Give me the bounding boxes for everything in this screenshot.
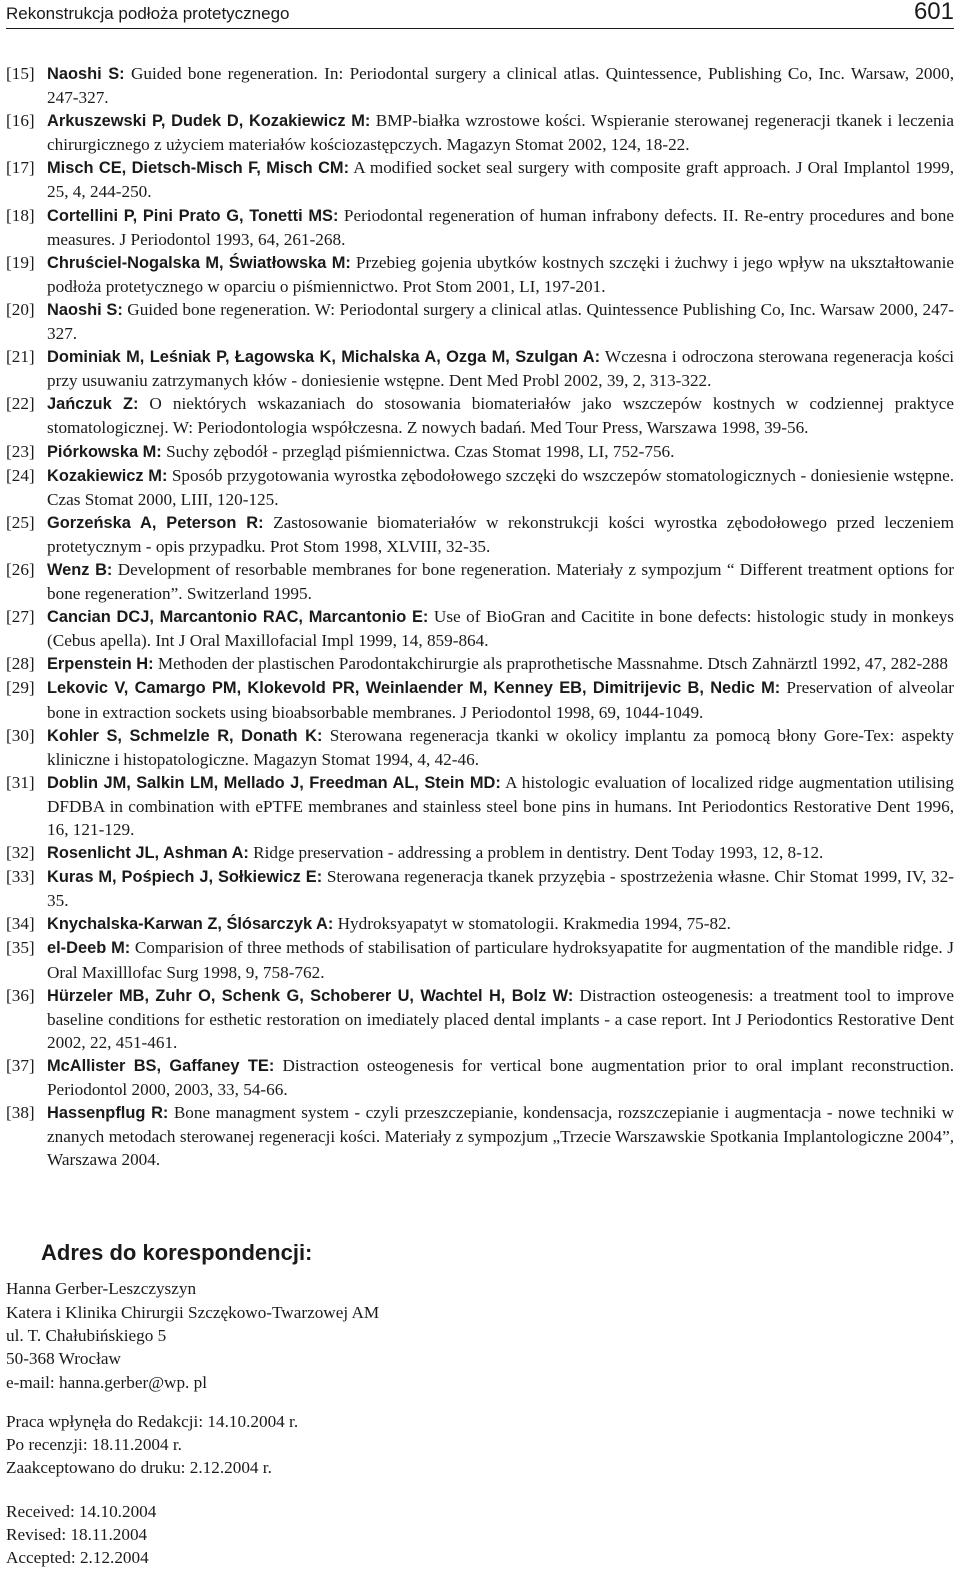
reference-number: [19] <box>6 252 35 272</box>
reference-authors: Misch CE, Dietsch-Misch F, Misch CM: <box>47 159 350 178</box>
reference-text: Przebieg gojenia ubytków kostnych szczęki i żuchwy i jego wpływ na ukształtowanie podłoża protetycznego w oparciu o piśmiennictwo. Prot Stom 2001, LI, 197-201. <box>47 252 954 296</box>
reference-item <box>6 605 954 652</box>
reference-item <box>6 204 954 251</box>
date-revised-en: Revised: 18.11.2004 <box>6 1525 148 1545</box>
reference-number: [24] <box>6 465 35 485</box>
reference-body <box>47 392 954 439</box>
reference-number: [23] <box>6 441 35 461</box>
reference-number: [35] <box>6 938 35 958</box>
reference-item <box>6 724 954 771</box>
reference-text: O niektórych wskazaniach do stosowania biomateriałów jako wszczepów kostnych w codziennej praktyce stomatologicznej. W: Periodontologia współczesna. Z nowych badań. Med Tour Press, Warszawa 1998, 39-56. <box>47 394 954 438</box>
reference-text: Distraction osteogenesis for vertical bone augmentation prior to oral implant reconstruction. Periodontol 2000, 2003, 33, 54-66. <box>47 1055 954 1100</box>
reference-item <box>6 511 954 558</box>
reference-item <box>6 392 954 439</box>
reference-body <box>47 676 954 723</box>
reference-text: Periodontal regeneration of human infrabony defects. II. Re-entry procedures and bone measures. J Periodontol 1993, 64, 261-268. <box>47 205 954 249</box>
reference-item <box>6 841 954 865</box>
reference-authors: Arkuszewski P, Dudek D, Kozakiewicz M: <box>47 112 371 131</box>
correspondence-address <box>6 1277 954 1393</box>
reference-authors: Hassenpflug R: <box>47 1104 169 1123</box>
reference-body <box>47 156 954 203</box>
reference-authors: Dominiak M, Leśniak P, Łagowska K, Michalska A, Ozga M, Szulgan A: <box>47 348 601 367</box>
reference-authors: Kozakiewicz M: <box>47 466 168 485</box>
correspondence-heading: Adres do korespondencji: <box>41 1240 313 1266</box>
reference-body <box>47 298 954 345</box>
reference-text: A modified socket seal surgery with composite graft approach. J Oral Implantol 1999, 25, 4, 244-250. <box>47 158 954 202</box>
reference-authors: Cortellini P, Pini Prato G, Tonetti MS: <box>47 206 339 225</box>
running-header <box>6 0 954 26</box>
correspondence-city: 50-368 Wrocław <box>6 1349 121 1369</box>
reference-item <box>6 676 954 723</box>
reference-text: Hydroksyapatyt w stomatologii. Krakmedia 1994, 75-82. <box>333 914 731 934</box>
date-received-pl: Praca wpłynęła do Redakcji: 14.10.2004 r. <box>6 1411 299 1431</box>
reference-item <box>6 464 954 511</box>
reference-text: Use of BioGran and Cacitite in bone defects: histologic study in monkeys (Cebus apella). Int J Oral Maxillofacial Impl 1999, 14, 859-864. <box>47 607 954 651</box>
reference-number: [15] <box>6 64 35 83</box>
reference-item <box>6 251 954 298</box>
running-title: Rekonstrukcja podłoża protetycznego <box>6 4 290 23</box>
reference-text: Ridge preservation - addressing a problem in dentistry. Dent Today 1993, 12, 8-12. <box>248 843 824 863</box>
dates-polish <box>6 1410 954 1480</box>
reference-authors: McAllister BS, Gaffaney TE: <box>47 1056 275 1075</box>
dates-english <box>6 1500 954 1570</box>
reference-number: [20] <box>6 299 35 319</box>
reference-item <box>6 440 954 464</box>
reference-authors: Lekovic V, Camargo PM, Klokevold PR, Weinlaender M, Kenney EB, Dimitrijevic B, Nedic M: <box>47 679 781 698</box>
reference-body <box>47 558 954 605</box>
reference-text: Sterowana regeneracja tkanek przyzębia - spostrzeżenia własne. Chir Stomat 1999, IV, 32-35. <box>47 867 955 911</box>
reference-number: [26] <box>6 559 35 579</box>
reference-body <box>47 912 954 936</box>
reference-item <box>6 652 954 676</box>
correspondence-department: Katera i Klinika Chirurgii Szczękowo-Twarzowej AM <box>6 1302 380 1322</box>
reference-item <box>6 298 954 345</box>
reference-number: [17] <box>6 158 35 178</box>
reference-number: [32] <box>6 843 35 863</box>
reference-authors: Kuras M, Pośpiech J, Sołkiewicz E: <box>47 868 323 887</box>
header-rule <box>6 28 954 29</box>
reference-body <box>47 464 954 511</box>
date-revised-pl: Po recenzji: 18.11.2004 r. <box>6 1435 182 1455</box>
reference-number: [27] <box>6 607 35 627</box>
reference-text: Wczesna i odroczona sterowana regeneracja kości przy usuwaniu zatrzymanych kłów - doniesienie wstępne. Dent Med Probl 2002, 39, 2, 313-322. <box>47 347 954 391</box>
reference-text: Distraction osteogenesis: a treatment tool to improve baseline conditions for esthetic restoration on imediately placed dental implants - a case report. Int J Periodontics Restorative Dent 2002, 22, 451-461. <box>47 985 954 1052</box>
reference-item <box>6 109 954 156</box>
reference-item <box>6 1101 954 1171</box>
reference-item <box>6 345 954 392</box>
reference-body <box>47 511 954 558</box>
reference-authors: Hürzeler MB, Zuhr O, Schenk G, Schoberer U, Wachtel H, Bolz W: <box>47 986 574 1005</box>
reference-body <box>47 1054 954 1101</box>
reference-text: Methoden der plastischen Parodontakchirurgie als praprothetische Massnahme. Dtsch Zahnärztl 1992, 47, 282-288 <box>153 654 948 674</box>
reference-text: BMP-białka wzrostowe kości. Wspieranie sterowanej regeneracji tkanek i leczenia chirurgicznego z użyciem materiałów kościozastępczych. Magazyn Stomat 2002, 124, 18-22. <box>47 111 954 155</box>
reference-body <box>47 984 954 1054</box>
reference-authors: Naoshi S: <box>47 65 125 83</box>
reference-number: [34] <box>6 914 35 934</box>
reference-body <box>47 109 954 156</box>
reference-item <box>6 156 954 203</box>
reference-authors: Knychalska-Karwan Z, Ślósarczyk A: <box>47 915 334 934</box>
reference-text: Zastosowanie biomateriałów w rekonstrukcji kości wyrostka zębodołowego przed leczeniem protetycznym - opis przypadku. Prot Stom 1998, XLVIII, 32-35. <box>47 512 954 556</box>
reference-text: Comparision of three methods of stabilisation of particulare hydroksyapatite for augmentation of the mandible ridge. J Oral Maxilllofac Surg 1998, 9, 758-762. <box>47 938 954 982</box>
page-number: 601 <box>913 0 954 25</box>
reference-body <box>47 1101 954 1171</box>
reference-number: [28] <box>6 654 35 674</box>
reference-body <box>47 724 954 771</box>
reference-item <box>6 1054 954 1101</box>
reference-text: Development of resorbable membranes for bone regeneration. Materiały z sympozjum “ Different treatment options for bone regeneration”. Switzerland 1995. <box>47 559 954 604</box>
reference-authors: Gorzeńska A, Peterson R: <box>47 513 264 532</box>
reference-body <box>47 62 954 109</box>
date-accepted-en: Accepted: 2.12.2004 <box>6 1548 149 1568</box>
reference-authors: Piórkowska M: <box>47 442 162 461</box>
reference-body <box>47 936 954 983</box>
reference-text: Suchy zębodół - przegląd piśmiennictwa. Czas Stomat 1998, LI, 752-756. <box>161 441 675 461</box>
reference-number: [37] <box>6 1055 35 1075</box>
reference-text: Bone managment system - czyli przeszczepianie, kondensacja, rozszczepianie i augmentacja - nowe techniki w znanych metodach sterowanej regeneracji kości. Materiały z sympozjum „Trzecie Warszawskie Spotkania Implantologiczne 2004”, Warszawa 2004. <box>47 1103 954 1170</box>
reference-number: [21] <box>6 347 35 367</box>
reference-number: [33] <box>6 867 35 887</box>
reference-number: [22] <box>6 394 35 414</box>
reference-authors: Naoshi S: <box>47 300 123 319</box>
reference-item <box>6 62 954 109</box>
reference-text: Guided bone regeneration. In: Periodontal surgery a clinical atlas. Quintessence, Publishing Co, Inc. Warsaw, 2000, 247-327. <box>47 64 954 108</box>
reference-authors: Jańczuk Z: <box>47 395 139 414</box>
reference-body <box>47 841 954 865</box>
reference-authors: Cancian DCJ, Marcantonio RAC, Marcantonio E: <box>47 608 429 627</box>
reference-authors: el-Deeb M: <box>47 939 131 958</box>
reference-text: Sposób przygotowania wyrostka zębodołowego szczęki do wszczepów stomatologicznych - doniesienie wstępne. Czas Stomat 2000, LIII, 120-125. <box>47 465 954 509</box>
reference-authors: Wenz B: <box>47 560 113 579</box>
correspondence-email: e-mail: hanna.gerber@wp. pl <box>6 1372 207 1392</box>
reference-text: Preservation of alveolar bone in extraction sockets using bioabsorbable membranes. J Periodontol 1998, 69, 1044-1049. <box>47 678 954 722</box>
correspondence-name: Hanna Gerber-Leszczyszyn <box>6 1279 197 1299</box>
reference-body <box>47 865 954 912</box>
reference-item <box>6 912 954 936</box>
reference-body <box>47 440 954 464</box>
reference-body <box>47 605 954 652</box>
reference-authors: Erpenstein H: <box>47 655 154 674</box>
reference-text: A histologic evaluation of localized ridge augmentation utilising DFDBA in combination with ePTFE membranes and stainless steel bone pins in humans. Int Periodontics Restorative Dent 1996, 16, 121-129. <box>47 772 954 839</box>
reference-number: [29] <box>6 678 35 698</box>
reference-text: Guided bone regeneration. W: Periodontal surgery a clinical atlas. Quintessence Publishing Co, Inc. Warsaw 2000, 247-327. <box>47 299 954 344</box>
reference-number: [36] <box>6 985 35 1005</box>
reference-item <box>6 558 954 605</box>
reference-item <box>6 984 954 1054</box>
reference-list <box>6 62 954 1171</box>
reference-body <box>47 251 954 298</box>
correspondence-street: ul. T. Chałubińskiego 5 <box>6 1326 167 1345</box>
reference-item <box>6 865 954 912</box>
date-received-en: Received: 14.10.2004 <box>6 1501 157 1521</box>
reference-authors: Kohler S, Schmelzle R, Donath K: <box>47 726 323 745</box>
reference-number: [18] <box>6 205 35 225</box>
date-accepted-pl: Zaakceptowano do druku: 2.12.2004 r. <box>6 1458 272 1478</box>
reference-number: [25] <box>6 512 35 532</box>
reference-body <box>47 204 954 251</box>
reference-number: [16] <box>6 111 35 131</box>
reference-body <box>47 345 954 392</box>
reference-item <box>6 936 954 983</box>
reference-item <box>6 771 954 841</box>
reference-number: [38] <box>6 1103 35 1123</box>
reference-number: [31] <box>6 772 35 792</box>
reference-authors: Chruściel-Nogalska M, Światłowska M: <box>47 253 351 272</box>
reference-authors: Doblin JM, Salkin LM, Mellado J, Freedman AL, Stein MD: <box>47 773 501 792</box>
reference-authors: Rosenlicht JL, Ashman A: <box>47 844 249 863</box>
reference-text: Sterowana regeneracja tkanki w okolicy implantu za pomocą błony Gore-Tex: aspekty kliniczne i histopatologiczne. Magazyn Stomat 1994, 4, 42-46. <box>47 725 955 769</box>
reference-body <box>47 771 954 841</box>
reference-body <box>47 652 954 676</box>
reference-number: [30] <box>6 725 35 745</box>
